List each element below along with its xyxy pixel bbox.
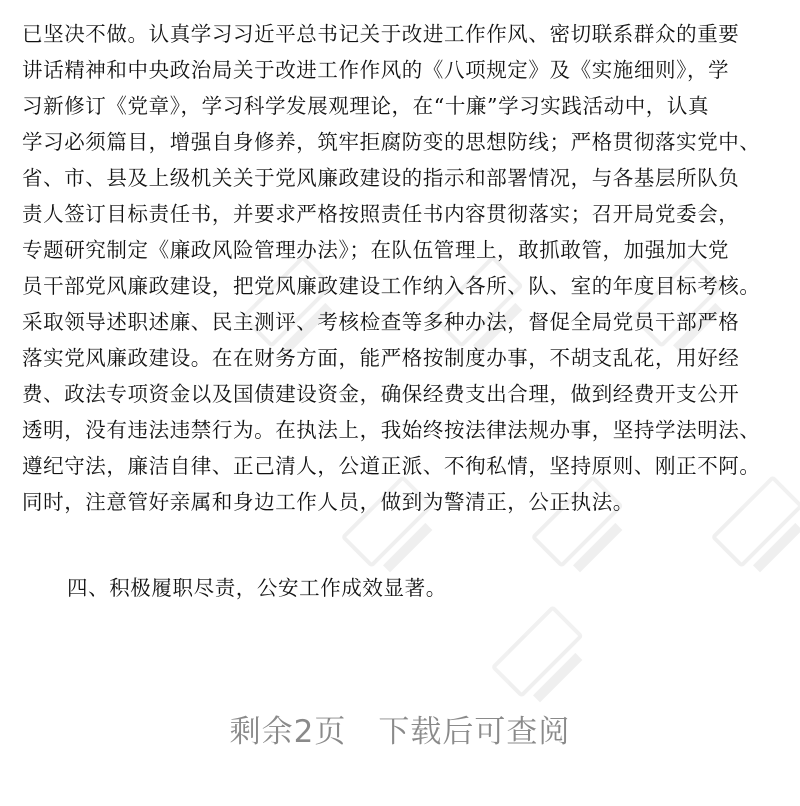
paragraph-line: 省、市、县及上级机关关于党风廉政建设的指示和部署情况，与各基层所队负 (22, 166, 740, 190)
paragraph-line: 讲话精神和中央政治局关于改进工作作风的《八项规定》及《实施细则》，学 (22, 58, 730, 82)
paragraph-line: 责人签订目标责任书，并要求严格按照责任书内容贯彻落实；召开局党委会， (22, 202, 740, 226)
paragraph-line: 已坚决不做。认真学习习近平总书记关于改进工作作风、密切联系群众的重要 (22, 22, 740, 46)
section-heading: 四、积极履职尽责，公安工作成效显著。 (67, 576, 447, 600)
paragraph-line: 员干部党风廉政建设，把党风廉政建设工作纳入各所、队、室的年度目标考核。 (22, 274, 761, 298)
paragraph-line: 遵纪守法，廉洁自律、正己清人，公道正派、不徇私情，坚持原则、刚正不阿。 (22, 454, 761, 478)
paragraph-line: 采取领导述职述廉、民主测评、考核检查等多种办法，督促全局党员干部严格 (22, 310, 740, 334)
paragraph-line: 费、政法专项资金以及国债建设资金，确保经费支出合理，做到经费开支公开 (22, 382, 740, 406)
remaining-pages-notice[interactable]: 剩余2页 下载后可查阅 (229, 714, 571, 750)
paragraph-line: 学习必须篇目，增强自身修养，筑牢拒腐防变的思想防线；严格贯彻落实党中、 (22, 130, 761, 154)
paragraph-line: 习新修订《党章》，学习科学发展观理论，在“十廉”学习实践活动中，认真 (22, 94, 710, 118)
paragraph-line: 专题研究制定《廉政风险管理办法》；在队伍管理上，敢抓敢管，加强加大党 (22, 238, 730, 262)
paragraph-line: 同时，注意管好亲属和身边工作人员，做到为警清正，公正执法。 (22, 490, 634, 514)
paragraph-line: 落实党风廉政建设。在在财务方面，能严格按制度办事，不胡支乱花，用好经 (22, 346, 740, 370)
paragraph-line: 透明，没有违法违禁行为。在执法上，我始终按法律法规办事，坚持学法明法、 (22, 418, 761, 442)
